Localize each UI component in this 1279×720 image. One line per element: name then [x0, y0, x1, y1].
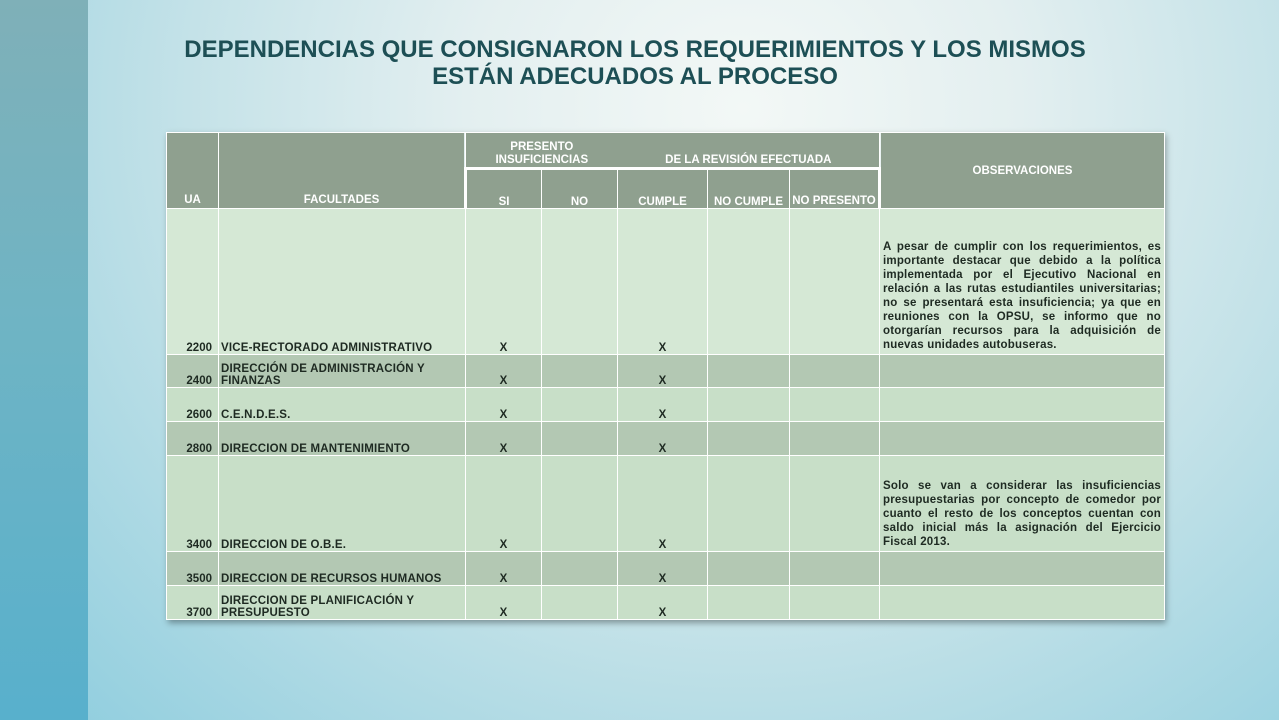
cell-observaciones [880, 388, 1165, 422]
cell-no [542, 422, 618, 456]
background-strip [0, 0, 88, 720]
header-no-presento: NO PRESENTO [790, 169, 880, 209]
cell-no-presento [790, 388, 880, 422]
table-row [167, 456, 1165, 552]
cell-si: X [466, 388, 542, 422]
cell-no [542, 552, 618, 586]
cell-observaciones [880, 552, 1165, 586]
cell-no-cumple [708, 456, 790, 552]
cell-no [542, 209, 618, 355]
cell-ua: 2600 [167, 388, 219, 422]
cell-ua: 2200 [167, 209, 219, 355]
cell-cumple: X [618, 422, 708, 456]
cell-cumple: X [618, 552, 708, 586]
requirements-table [166, 132, 1165, 620]
table-row [167, 355, 1165, 388]
cell-cumple: X [618, 456, 708, 552]
cell-facultad: C.E.N.D.E.S. [219, 388, 466, 422]
header-cumple: CUMPLE [618, 169, 708, 209]
cell-no [542, 586, 618, 620]
cell-no [542, 355, 618, 388]
table-row [167, 209, 1165, 355]
cell-no-presento [790, 355, 880, 388]
cell-no-cumple [708, 388, 790, 422]
cell-facultad: DIRECCION DE PLANIFICACIÓN Y PRESUPUESTO [219, 586, 466, 620]
cell-no-cumple [708, 422, 790, 456]
header-si: SI [466, 169, 542, 209]
cell-observaciones: A pesar de cumplir con los requerimientos, es importante destacar que debido a la política implementada por el Ejecutivo Nacional en relación a las rutas estudiantiles universitarias; no se presentará esta insuficiencia; ya que en reuniones con la OPSU, se informo que no otorgarían recursos para la adquisición de nuevas unidades autobuseras. [880, 209, 1165, 355]
cell-no [542, 388, 618, 422]
cell-no-presento [790, 586, 880, 620]
cell-si: X [466, 422, 542, 456]
cell-ua: 2400 [167, 355, 219, 388]
cell-facultad: VICE-RECTORADO ADMINISTRATIVO [219, 209, 466, 355]
cell-si: X [466, 456, 542, 552]
cell-facultad: DIRECCION DE O.B.E. [219, 456, 466, 552]
cell-facultad: DIRECCIÓN DE ADMINISTRACIÓN Y FINANZAS [219, 355, 466, 388]
requirements-table-wrapper [166, 132, 1164, 620]
header-no: NO [542, 169, 618, 209]
cell-facultad: DIRECCION DE RECURSOS HUMANOS [219, 552, 466, 586]
cell-ua: 3700 [167, 586, 219, 620]
cell-si: X [466, 586, 542, 620]
cell-no-presento [790, 552, 880, 586]
cell-no-cumple [708, 586, 790, 620]
table-row [167, 388, 1165, 422]
cell-si: X [466, 355, 542, 388]
cell-ua: 3500 [167, 552, 219, 586]
cell-cumple: X [618, 388, 708, 422]
table-row [167, 422, 1165, 456]
header-group [466, 133, 880, 169]
cell-no-presento [790, 422, 880, 456]
header-ua: UA [167, 133, 219, 209]
cell-facultad: DIRECCION DE MANTENIMIENTO [219, 422, 466, 456]
cell-no [542, 456, 618, 552]
table-row [167, 586, 1165, 620]
cell-cumple: X [618, 586, 708, 620]
table-row [167, 552, 1165, 586]
cell-observaciones: Solo se van a considerar las insuficiencias presupuestarias por concepto de comedor por cuanto el resto de los conceptos cuentan con saldo inicial más la asignación del Ejercicio Fiscal 2013. [880, 456, 1165, 552]
header-facultades: FACULTADES [219, 133, 466, 209]
cell-no-cumple [708, 355, 790, 388]
cell-no-cumple [708, 209, 790, 355]
cell-ua: 3400 [167, 456, 219, 552]
cell-observaciones [880, 586, 1165, 620]
header-presento-insuficiencias: PRESENTO INSUFICIENCIAS [495, 141, 589, 166]
header-observaciones: OBSERVACIONES [880, 133, 1165, 209]
cell-no-cumple [708, 552, 790, 586]
header-no-cumple: NO CUMPLE [708, 169, 790, 209]
cell-cumple: X [618, 209, 708, 355]
cell-no-presento [790, 209, 880, 355]
cell-ua: 2800 [167, 422, 219, 456]
cell-si: X [466, 552, 542, 586]
cell-observaciones [880, 422, 1165, 456]
cell-si: X [466, 209, 542, 355]
cell-cumple: X [618, 355, 708, 388]
header-revision-efectuada: DE LA REVISIÓN EFECTUADA [665, 154, 832, 166]
page-title: DEPENDENCIAS QUE CONSIGNARON LOS REQUERIMIENTOS Y LOS MISMOS ESTÁN ADECUADOS AL PROCESO [184, 36, 1086, 90]
cell-observaciones [880, 355, 1165, 388]
cell-no-presento [790, 456, 880, 552]
